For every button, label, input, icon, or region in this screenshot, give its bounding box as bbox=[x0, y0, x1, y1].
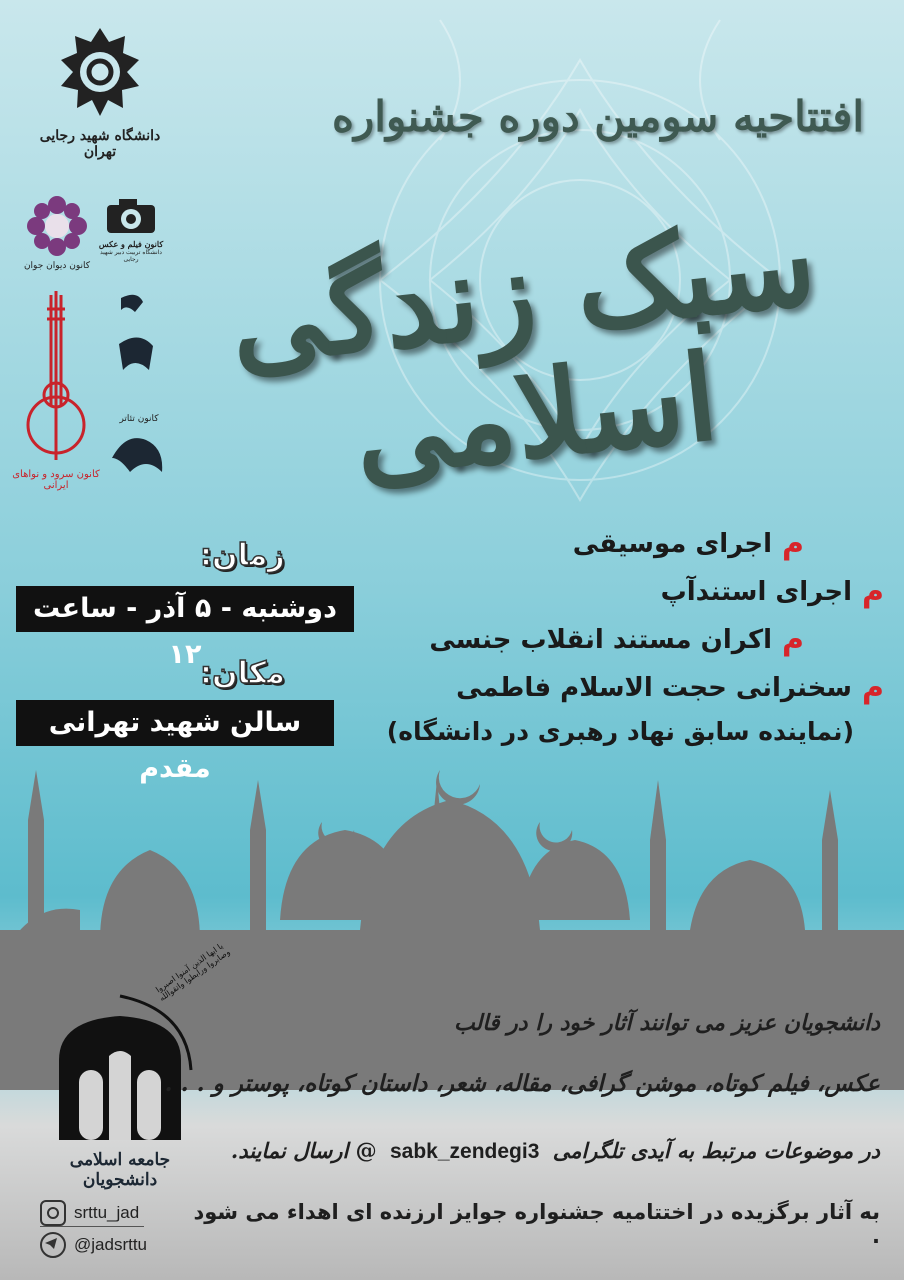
headline-main: سبک زندگی اسلامی bbox=[223, 192, 822, 504]
music-logo bbox=[8, 285, 104, 491]
call-line3-pre: در موضوعات مرتبط به آیدی تلگرامی bbox=[552, 1138, 880, 1163]
program-item-label: اجرای استندآپ bbox=[660, 577, 852, 607]
call-line3 bbox=[160, 1138, 880, 1164]
university-emblem-icon bbox=[55, 24, 145, 124]
telegram-handle: sabk_zendegi3 bbox=[389, 1140, 540, 1163]
instagram-icon bbox=[40, 1200, 66, 1226]
bullet-icon: م bbox=[782, 526, 804, 561]
program-item bbox=[324, 616, 884, 664]
call-line2: عکس، فیلم کوتاه، موشن گرافی، مقاله، شعر، داستان کوتاه، پوستر و . . . bbox=[164, 1070, 880, 1097]
program-item bbox=[324, 520, 884, 568]
poetry-name: کانون دیوان جوان bbox=[23, 261, 91, 271]
telegram-link[interactable] bbox=[40, 1232, 147, 1258]
bullet-icon: م bbox=[862, 670, 884, 705]
time-value: دوشنبه - ۵ آذر - ساعت ۱۲ bbox=[16, 586, 354, 632]
theater-mask-icon bbox=[106, 428, 170, 480]
place-label: مکان: bbox=[200, 656, 285, 691]
program-item-label: اجرای موسیقی bbox=[572, 529, 772, 559]
organization-verse: یا ایها الذین آمنوا اصبروا وصابروا ورابطوا واتقوالله bbox=[154, 941, 232, 1004]
theater-logo bbox=[104, 290, 174, 424]
program-item bbox=[324, 568, 884, 616]
university-name: دانشگاه شهید رجایی تهران bbox=[39, 128, 161, 160]
time-label: زمان: bbox=[200, 538, 285, 573]
organization-name: جامعه اسلامی دانشجویان bbox=[69, 1150, 171, 1190]
program-item-label: سخنرانی حجت الاسلام فاطمی bbox=[456, 673, 852, 703]
telegram-icon bbox=[40, 1232, 66, 1258]
instagram-handle: srttu_jad bbox=[74, 1203, 140, 1222]
film-photo-logo bbox=[98, 195, 164, 263]
instagram-link[interactable] bbox=[40, 1200, 139, 1226]
poetry-flower-icon bbox=[26, 195, 88, 257]
call-final: به آثار برگزیده در اختتامیه جشنواره جوایز ارزنده ای اهداء می شود . bbox=[193, 1200, 880, 1248]
film-photo-sub: دانشگاه تربیت دبیر شهید رجایی bbox=[100, 249, 162, 263]
theater-name: کانون تئاتر bbox=[119, 414, 159, 424]
call-line1: دانشجویان عزیز می توانند آثار خود را در قالب bbox=[453, 1010, 880, 1036]
program-note: (نماینده سابق نهاد رهبری در دانشگاه) bbox=[386, 717, 854, 746]
film-photo-name: کانون فیلم و عکس bbox=[98, 239, 164, 249]
social-divider bbox=[40, 1226, 144, 1227]
tar-instrument-icon bbox=[21, 285, 91, 465]
bullet-icon: م bbox=[862, 574, 884, 609]
call-line3-post: ارسال نمایند. bbox=[230, 1138, 349, 1163]
camera-icon bbox=[103, 195, 159, 235]
theater-glyph-icon bbox=[109, 290, 169, 410]
bullet-icon: م bbox=[782, 622, 804, 657]
place-value: سالن شهید تهرانی مقدم bbox=[16, 700, 334, 746]
program-item-label: اکران مستند انقلاب جنسی bbox=[429, 625, 772, 655]
program-list bbox=[324, 520, 884, 752]
university-logo bbox=[30, 24, 170, 160]
telegram-handle-social: @jadsrttu bbox=[74, 1235, 148, 1254]
music-name: کانون سرود و نواهای ایرانی bbox=[12, 469, 100, 491]
at-symbol: @ bbox=[355, 1138, 377, 1163]
program-item bbox=[324, 664, 884, 712]
headline-top: افتتاحیه سومین دوره جشنواره bbox=[332, 92, 864, 141]
poetry-logo bbox=[12, 195, 102, 271]
